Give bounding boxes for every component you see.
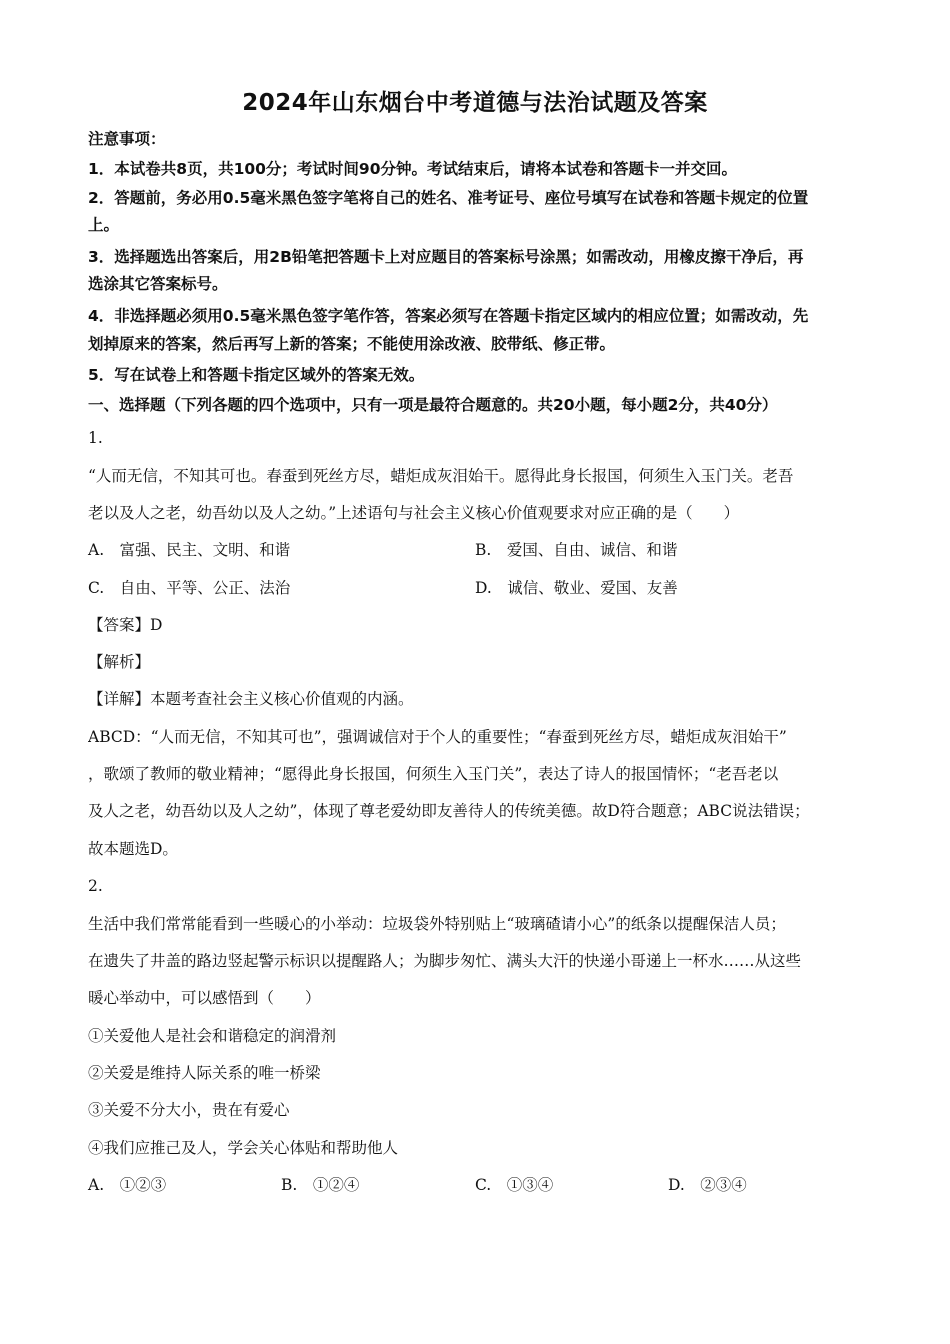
question-stem-line: 在遗失了井盖的路边竖起警示标识以提醒路人；为脚步匆忙、满头大汗的快递小哥递上一杯水……从这些 (88, 952, 802, 970)
analysis-line: 故本题选D。 (88, 840, 178, 858)
analysis-line: ABCD：“人而无信，不知其可也”，强调诚信对于个人的重要性；“春蚕到死丝方尽，蜡炬成灰泪始干” (88, 728, 787, 746)
question-number: 2. (88, 877, 103, 895)
notice-item: 2．答题前，务必用0.5毫米黑色签字笔将自己的姓名、准考证号、座位号填写在试卷和答题卡规定的位置 (88, 189, 809, 207)
notice-item: 3．选择题选出答案后，用2B铅笔把答题卡上对应题目的答案标号涂黑；如需改动，用橡皮擦干净后，再 (88, 248, 804, 266)
question-stem-line: 老以及人之老，幼吾幼以及人之幼。”上述语句与社会主义核心价值观要求对应正确的是（ ） (88, 504, 740, 522)
option-b: B. 爱国、自由、诚信、和谐 (475, 541, 678, 559)
notice-item: 4．非选择题必须用0.5毫米黑色签字笔作答，答案必须写在答题卡指定区域内的相应位置；如需改动，先 (88, 307, 809, 325)
statement-item: ②关爱是维持人际关系的唯一桥梁 (88, 1064, 321, 1082)
notice-item: 5．写在试卷上和答题卡指定区域外的答案无效。 (88, 366, 425, 384)
statement-item: ①关爱他人是社会和谐稳定的润滑剂 (88, 1027, 337, 1045)
option-a: A. ①②③ (88, 1176, 167, 1194)
question-stem-line: 生活中我们常常能看到一些暖心的小举动：垃圾袋外特别贴上“玻璃碴请小心”的纸条以提醒保洁人员； (88, 915, 786, 933)
question-number: 1. (88, 429, 103, 447)
option-c: C. ①③④ (475, 1176, 554, 1194)
notice-heading: 注意事项： (88, 130, 166, 148)
option-d: D. ②③④ (668, 1176, 747, 1194)
question-stem-line: 暖心举动中，可以感悟到（ ） (88, 989, 321, 1007)
notice-item: 上。 (88, 216, 120, 234)
notice-item: 1．本试卷共8页，共100分；考试时间90分钟。考试结束后，请将本试卷和答题卡一并交回。 (88, 160, 737, 178)
option-c: C. 自由、平等、公正、法治 (88, 579, 291, 597)
answer: 【答案】D (88, 616, 163, 634)
page-title: 2024年山东烟台中考道德与法治试题及答案 (242, 90, 708, 116)
analysis-line: 【详解】本题考查社会主义核心价值观的内涵。 (88, 690, 414, 708)
option-b: B. ①②④ (281, 1176, 360, 1194)
statement-item: ③关爱不分大小，贵在有爱心 (88, 1101, 290, 1119)
section-heading: 一、选择题（下列各题的四个选项中，只有一项是最符合题意的。共20小题，每小题2分，共40分） (88, 396, 778, 414)
option-d: D. 诚信、敬业、爱国、友善 (475, 579, 678, 597)
option-a: A. 富强、民主、文明、和谐 (88, 541, 291, 559)
notice-item: 选涂其它答案标号。 (88, 275, 228, 293)
question-stem-line: “人而无信，不知其可也。春蚕到死丝方尽，蜡炬成灰泪始干。愿得此身长报国，何须生入玉门关。老吾 (88, 467, 794, 485)
analysis-line: ，歌颂了教师的敬业精神；“愿得此身长报国，何须生入玉门关”，表达了诗人的报国情怀；“老吾老以 (88, 765, 779, 783)
analysis-line: 及人之老，幼吾幼以及人之幼”，体现了尊老爱幼即友善待人的传统美德。故D符合题意；ABC说法错误； (88, 802, 810, 820)
notice-item: 划掉原来的答案，然后再写上新的答案；不能使用涂改液、胶带纸、修正带。 (88, 335, 616, 353)
statement-item: ④我们应推己及人，学会关心体贴和帮助他人 (88, 1139, 399, 1157)
analysis-label: 【解析】 (88, 653, 151, 671)
